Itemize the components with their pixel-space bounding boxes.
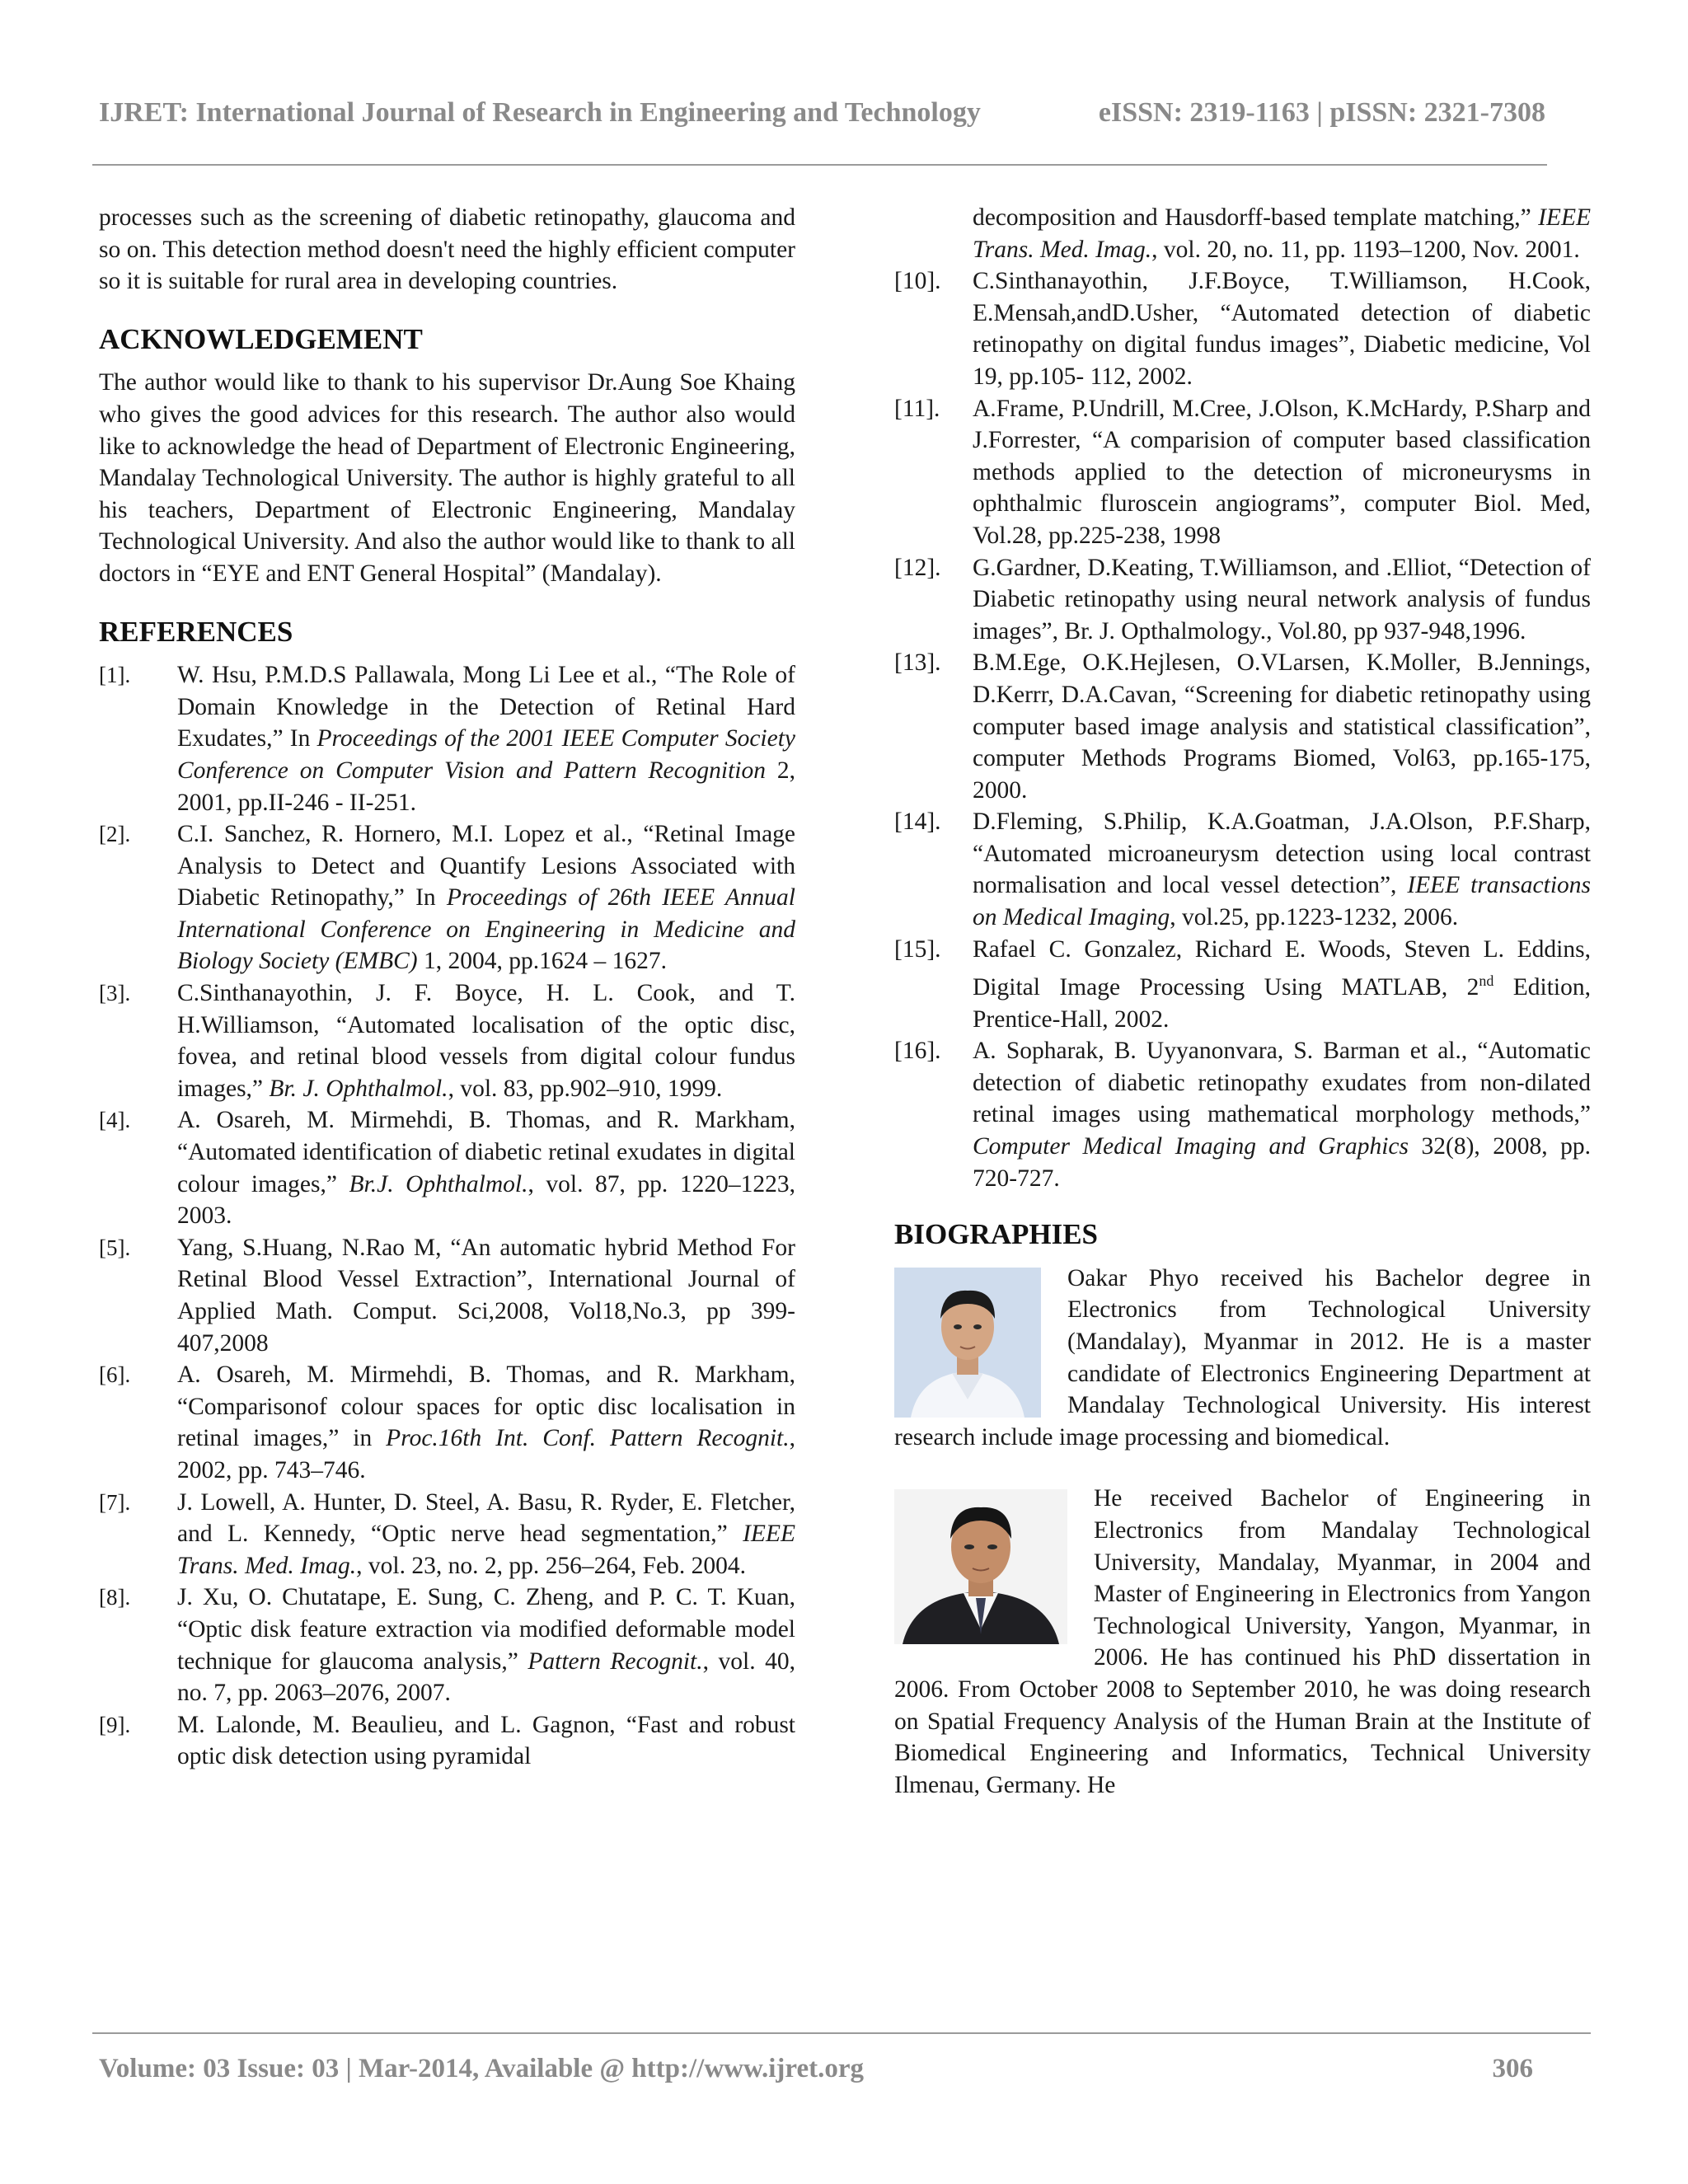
reference-text: A. Osareh, M. Mirmehdi, B. Thomas, and R. Markham, “Automated identification of diabetic retinal exudates in digital colour images,” Br.J. Ophthalmol., vol. 87, pp. 1220–1223, 2003. — [177, 1107, 795, 1230]
reference-item — [99, 818, 795, 977]
footer-volume: Volume: 03 Issue: 03 | Mar-2014, Available @ http://www.ijret.org — [99, 2054, 864, 2083]
reference-item — [894, 1035, 1591, 1194]
biography-1-text: Oakar Phyo received his Bachelor degree in Electronics from Technological University (Mandalay), Myanmar in 2012. He is a master candidate of Electronics Engineering Department at Mandalay Technological University. His interest research include image processing and biomedical. — [894, 1264, 1591, 1451]
reference-number: [15]. — [894, 935, 941, 963]
reference-item — [99, 1487, 795, 1582]
reference-text: B.M.Ege, O.K.Hejlesen, O.VLarsen, K.Moller, B.Jennings, D.Kerrr, D.A.Cavan, “Screening for diabetic retinopathy using computer based image analysis and statistical classification”, computer Methods Programs Biomed, Vol63, pp.165-175, 2000. — [973, 649, 1591, 804]
reference-item — [894, 934, 1591, 1036]
reference-text: D.Fleming, S.Philip, K.A.Goatman, J.A.Olson, P.F.Sharp, “Automated microaneurysm detection using local contrast normalisation and local vessel detection”, IEEE transactions on Medical Imaging, vol.25, pp.1223-1232, 2006. — [973, 808, 1592, 931]
footer-rule — [92, 2032, 1591, 2034]
page-header — [99, 97, 1545, 129]
reference-item — [99, 1232, 795, 1359]
author-photo-1 — [894, 1268, 1041, 1418]
reference-item — [894, 393, 1591, 552]
reference-text: A. Osareh, M. Mirmehdi, B. Thomas, and R. Markham, “Comparisonof colour spaces for optic disc localisation in retinal images,” in Proc.16th Int. Conf. Pattern Recognit., 2002, pp. 743–746. — [177, 1361, 796, 1483]
reference-9-continued: decomposition and Hausdorff-based template matching,” IEEE Trans. Med. Imag., vol. 20, no. 11, pp. 1193–1200, Nov. 2001. — [973, 204, 1591, 263]
acknowledgement-text: The author would like to thank to his supervisor Dr.Aung Soe Khaing who gives the good advices for this research. The author also would like to acknowledge the head of Department of Electronic Engineering, Mandalay Technological University. The author is highly grateful to all his teachers, Department of Electronic Engineering, Mandalay Technological University. And also the author would like to thank to all doctors in “EYE and ENT General Hospital” (Mandalay). — [99, 369, 795, 587]
reference-text: Rafael C. Gonzalez, Richard E. Woods, Steven L. Eddins, Digital Image Processing Using MATLAB, 2nd Edition, Prentice-Hall, 2002. — [973, 935, 1591, 1033]
reference-item — [99, 1709, 795, 1773]
reference-text: J. Lowell, A. Hunter, D. Steel, A. Basu, R. Ryder, E. Fletcher, and L. Kennedy, “Optic nerve head segmentation,” IEEE Trans. Med. Imag., vol. 23, no. 2, pp. 256–264, Feb. 2004. — [177, 1488, 795, 1579]
reference-text: W. Hsu, P.M.D.S Pallawala, Mong Li Lee et al., “The Role of Domain Knowledge in the Detection of Retinal Hard Exudates,” In Proceedings of the 2001 IEEE Computer Society Conference on Computer Vision and Pattern Recognition 2, 2001, pp.II-246 - II-251. — [177, 662, 795, 816]
reference-number: [14]. — [894, 808, 941, 836]
reference-number: [3]. — [99, 981, 131, 1006]
reference-item — [99, 659, 795, 818]
reference-number: [4]. — [99, 1108, 131, 1133]
reference-number: [12]. — [894, 554, 941, 581]
left-column — [99, 202, 795, 1773]
reference-number: [9]. — [99, 1712, 131, 1737]
page-number: 306 — [1492, 2054, 1533, 2083]
references-heading: REFERENCES — [99, 615, 293, 648]
reference-item — [894, 265, 1591, 392]
reference-text: J. Xu, O. Chutatape, E. Sung, C. Zheng, and P. C. T. Kuan, “Optic disk feature extraction via modified deformable model technique for glaucoma analysis,” Pattern Recognit., vol. 40, no. 7, pp. 2063–2076, 2007. — [177, 1584, 795, 1707]
reference-item — [99, 1582, 795, 1708]
biography-2-text: He received Bachelor of Engineering in Electronics from Mandalay Technological University, Mandalay, Myanmar, in 2004 and Master of Engineering in Electronics from Yangon Technological University, Yangon, Myanmar, in 2006. He has continued his PhD dissertation in 2006. From October 2008 to September 2010, he was doing research on Spatial Frequency Analysis of the Human Brain at the Institute of Biomedical Engineering and Informatics, Technical University Ilmenau, Germany. He — [894, 1485, 1591, 1798]
issn: eISSN: 2319-1163 | pISSN: 2321-7308 — [1098, 97, 1545, 128]
reference-number: [10]. — [894, 268, 941, 295]
references-list-left — [99, 659, 795, 1773]
reference-item — [894, 552, 1591, 648]
reference-number: [6]. — [99, 1362, 131, 1388]
reference-text: C.Sinthanayothin, J. F. Boyce, H. L. Cook, and T. H.Williamson, “Automated localisation of the optic disc, fovea, and retinal blood vessels from digital colour fundus images,” Br. J. Ophthalmol., vol. 83, pp.902–910, 1999. — [177, 980, 795, 1102]
header-rule — [92, 164, 1547, 166]
reference-text: C.I. Sanchez, R. Hornero, M.I. Lopez et al., “Retinal Image Analysis to Detect and Quantify Lesions Associated with Diabetic Retinopathy,” In Proceedings of 26th IEEE Annual International Conference on Engineering in Medicine and Biology Society (EMBC) 1, 2004, pp.1624 – 1627. — [177, 821, 795, 975]
biography-2 — [894, 1483, 1591, 1801]
reference-text: C.Sinthanayothin, J.F.Boyce, T.Williamson, H.Cook, E.Mensah,andD.Usher, “Automated detection of diabetic retinopathy on digital fundus images”, Diabetic medicine, Vol 19, pp.105- 112, 2002. — [973, 268, 1591, 390]
reference-text: M. Lalonde, M. Beaulieu, and L. Gagnon, “Fast and robust optic disk detection using pyramidal — [177, 1711, 795, 1770]
reference-text: A. Sopharak, B. Uyyanonvara, S. Barman et al., “Automatic detection of diabetic retinopathy exudates from non-dilated retinal images using mathematical morphology methods,” Computer Medical Imaging and Graphics 32(8), 2008, pp. 720-727. — [973, 1038, 1591, 1192]
reference-number: [5]. — [99, 1235, 131, 1260]
reference-item — [99, 1104, 795, 1231]
reference-item — [99, 1359, 795, 1486]
reference-number: [16]. — [894, 1038, 941, 1065]
journal-title: IJRET: International Journal of Research in Engineering and Technology — [99, 97, 981, 128]
page-footer — [99, 2054, 1533, 2084]
author-photo-2 — [894, 1489, 1067, 1644]
reference-text: A.Frame, P.Undrill, M.Cree, J.Olson, K.McHardy, P.Sharp and J.Forrester, “A comparision of computer based classification methods applied to the detection of microneurysms in ophthalmic fluroscein angiograms”, computer Biol. Med, Vol.28, pp.225-238, 1998 — [973, 395, 1591, 549]
reference-number: [8]. — [99, 1585, 131, 1610]
reference-number: [1]. — [99, 663, 131, 688]
intro-paragraph: processes such as the screening of diabetic retinopathy, glaucoma and so on. This detection method doesn't need the highly efficient computer so it is suitable for rural area in developing countries. — [99, 204, 795, 295]
references-list-right — [894, 265, 1591, 1194]
acknowledgement-heading: ACKNOWLEDGEMENT — [99, 322, 423, 355]
reference-item — [894, 647, 1591, 806]
reference-text: G.Gardner, D.Keating, T.Williamson, and .Elliot, “Detection of Diabetic retinopathy using neural network analysis of fundus images”, Br. J. Opthalmology., Vol.80, pp 937-948,1996. — [973, 554, 1591, 644]
reference-text: Yang, S.Huang, N.Rao M, “An automatic hybrid Method For Retinal Blood Vessel Extraction”, International Journal of Applied Math. Comput. Sci,2008, Vol18,No.3, pp 399-407,2008 — [177, 1234, 795, 1357]
reference-number: [11]. — [894, 395, 940, 422]
reference-number: [7]. — [99, 1489, 131, 1515]
reference-item — [894, 806, 1591, 933]
biographies-heading: BIOGRAPHIES — [894, 1218, 1098, 1251]
reference-item — [99, 977, 795, 1104]
reference-number: [13]. — [894, 649, 941, 677]
right-column — [894, 202, 1591, 1801]
biography-1 — [894, 1263, 1591, 1454]
reference-number: [2]. — [99, 822, 131, 847]
